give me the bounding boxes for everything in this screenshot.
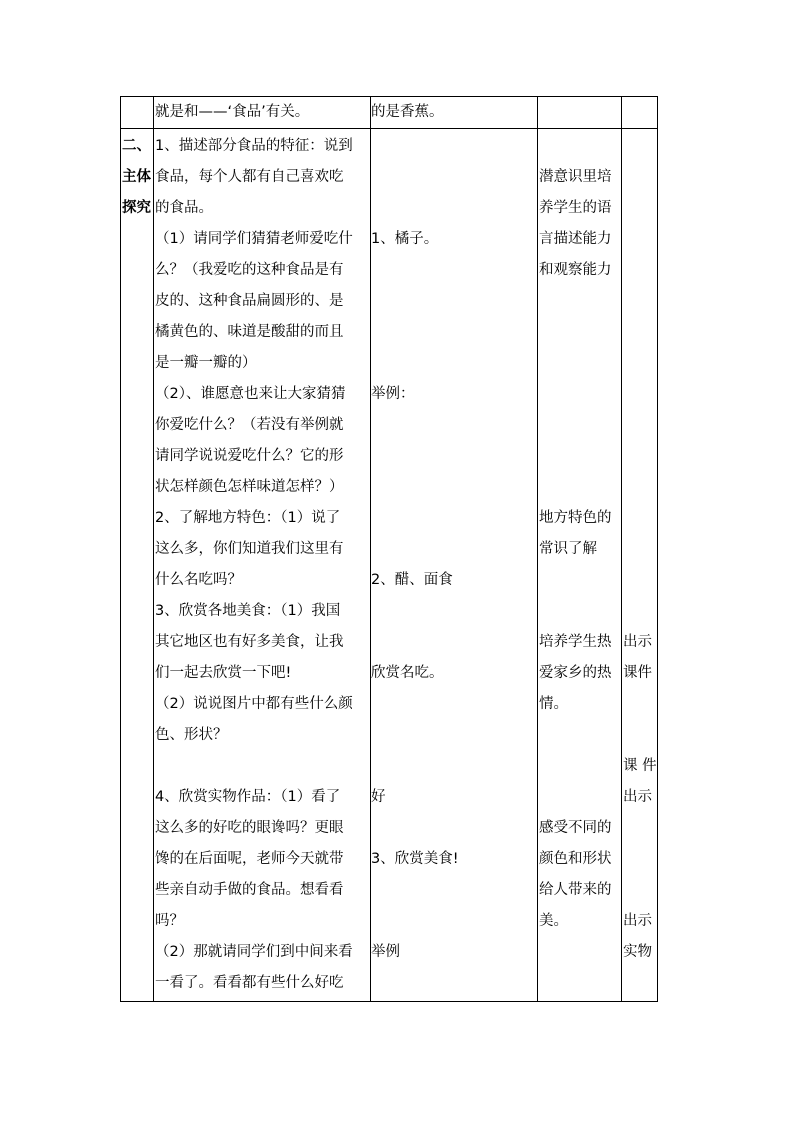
student-activity-line xyxy=(371,348,459,379)
media-line xyxy=(623,379,657,410)
design-intent-line xyxy=(539,348,612,379)
student-activity-line xyxy=(371,813,459,844)
teacher-activity-line: 是一瓣一瓣的） xyxy=(155,355,257,371)
design-intent-line xyxy=(539,720,612,751)
design-intent-line: 情。 xyxy=(539,696,568,712)
teacher-activity-column xyxy=(155,131,353,999)
student-activity-column xyxy=(371,131,459,999)
media-line xyxy=(623,410,657,441)
design-intent-line xyxy=(539,441,612,472)
row-divider xyxy=(121,128,657,129)
design-intent-line xyxy=(539,596,612,627)
student-activity-line: 1、橘子。 xyxy=(371,231,439,247)
media-line xyxy=(623,844,657,875)
student-activity-line: 举例 xyxy=(371,944,400,960)
media-line xyxy=(623,720,657,751)
teacher-activity-line: 馋的在后面呢，老师今天就带 xyxy=(155,851,344,867)
design-intent-line: 潜意识里培 xyxy=(539,169,612,185)
media-line xyxy=(623,162,657,193)
design-intent-line: 地方特色的 xyxy=(539,510,612,526)
teacher-activity-line: （2）、谁愿意也来让大家猜猜 xyxy=(155,386,346,402)
media-line xyxy=(623,875,657,906)
media-line xyxy=(623,441,657,472)
media-line xyxy=(623,472,657,503)
column-divider xyxy=(621,97,622,1001)
media-line xyxy=(623,348,657,379)
design-intent-column xyxy=(539,131,612,999)
teacher-activity-line: 1、描述部分食品的特征：说到 xyxy=(155,138,353,154)
media-line xyxy=(623,255,657,286)
student-activity-line xyxy=(371,627,459,658)
row1-content-text: 就是和——‘食品’有关。 xyxy=(155,104,310,120)
student-activity-line xyxy=(371,720,459,751)
student-activity-line xyxy=(371,968,459,999)
design-intent-line xyxy=(539,410,612,441)
student-activity-line xyxy=(371,131,459,162)
design-intent-line xyxy=(539,286,612,317)
teacher-activity-line: 食品，每个人都有自己喜欢吃 xyxy=(155,169,344,185)
media-line xyxy=(623,317,657,348)
student-activity-line: 3、欣赏美食! xyxy=(371,851,459,867)
media-line: 实物 xyxy=(623,944,652,960)
student-activity-line xyxy=(371,441,459,472)
teacher-activity-line: 这么多的好吃的眼谗吗？更眼 xyxy=(155,820,344,836)
design-intent-line: 培养学生热 xyxy=(539,634,612,650)
media-line xyxy=(623,689,657,720)
student-activity-line xyxy=(371,472,459,503)
student-activity-line xyxy=(371,286,459,317)
teacher-activity-line: 一看了。看看都有些什么好吃 xyxy=(155,975,344,991)
media-line xyxy=(623,286,657,317)
media-line xyxy=(623,596,657,627)
media-line: 出示 xyxy=(623,634,652,650)
design-intent-line: 爱家乡的热 xyxy=(539,665,612,681)
design-intent-line xyxy=(539,317,612,348)
student-activity-line xyxy=(371,162,459,193)
design-intent-line: 美。 xyxy=(539,913,568,929)
design-intent-line xyxy=(539,937,612,968)
teacher-activity-line: 4、欣赏实物作品：（1）看了 xyxy=(155,789,341,805)
teacher-activity-line: 什么名吃吗？ xyxy=(155,572,242,588)
media-line xyxy=(623,534,657,565)
teacher-activity-line: 这么多，你们知道我们这里有 xyxy=(155,541,344,557)
student-activity-line xyxy=(371,317,459,348)
media-line xyxy=(623,968,657,999)
design-intent-line: 给人带来的 xyxy=(539,882,612,898)
section-number: 二、 xyxy=(122,138,151,154)
teacher-activity-line: 你爱吃什么？（若没有举例就 xyxy=(155,417,344,433)
student-activity-line xyxy=(371,596,459,627)
teacher-activity-line xyxy=(155,751,353,782)
row1-content-cell xyxy=(155,97,309,128)
design-intent-line: 言描述能力 xyxy=(539,231,612,247)
teacher-activity-line: 们一起去欣赏一下吧! xyxy=(155,665,292,681)
student-activity-line xyxy=(371,534,459,565)
design-intent-line xyxy=(539,968,612,999)
teacher-activity-line: 么？（我爱吃的这种食品是有 xyxy=(155,262,344,278)
design-intent-line: 常识了解 xyxy=(539,541,597,557)
design-intent-line xyxy=(539,565,612,596)
design-intent-line: 养学生的语 xyxy=(539,200,612,216)
student-activity-line: 好 xyxy=(371,789,386,805)
teacher-activity-line: 吗？ xyxy=(155,913,184,929)
student-activity-line: 2、醋、面食 xyxy=(371,572,453,588)
design-intent-line: 感受不同的 xyxy=(539,820,612,836)
design-intent-line xyxy=(539,782,612,813)
design-intent-line xyxy=(539,751,612,782)
teacher-activity-line: 2、了解地方特色：（1）说了 xyxy=(155,510,341,526)
student-activity-line xyxy=(371,751,459,782)
media-line xyxy=(623,565,657,596)
media-line xyxy=(623,224,657,255)
design-intent-line xyxy=(539,379,612,410)
teacher-activity-line: 的食品。 xyxy=(155,200,213,216)
student-activity-line xyxy=(371,255,459,286)
media-line xyxy=(623,813,657,844)
teacher-activity-line: 其它地区也有好多美食，让我 xyxy=(155,634,344,650)
teacher-activity-line: 3、欣赏各地美食：（1）我国 xyxy=(155,603,341,619)
student-activity-line xyxy=(371,503,459,534)
teacher-activity-line: 色、形状？ xyxy=(155,727,228,743)
media-line: 课 件 xyxy=(623,758,657,774)
media-line xyxy=(623,193,657,224)
student-activity-line: 举例： xyxy=(371,386,415,402)
media-line: 课件 xyxy=(623,665,652,681)
design-intent-line: 颜色和形状 xyxy=(539,851,612,867)
teacher-activity-line: 橘黄色的、味道是酸甜的而且 xyxy=(155,324,344,340)
student-activity-line xyxy=(371,875,459,906)
teacher-activity-line: （1）请同学们猜猜老师爱吃什 xyxy=(155,231,353,247)
section-title-line2: 探究 xyxy=(122,200,151,216)
student-activity-line xyxy=(371,689,459,720)
media-column xyxy=(623,131,657,999)
design-intent-line xyxy=(539,131,612,162)
student-activity-line xyxy=(371,906,459,937)
teacher-activity-line: 请同学说说爱吃什么？它的形 xyxy=(155,448,344,464)
design-intent-line xyxy=(539,472,612,503)
media-line xyxy=(623,503,657,534)
media-line: 出示 xyxy=(623,789,652,805)
section-label xyxy=(122,131,152,224)
teacher-activity-line: 皮的、这种食品扁圆形的、是 xyxy=(155,293,344,309)
design-intent-line: 和观察能力 xyxy=(539,262,612,278)
column-divider xyxy=(537,97,538,1001)
teacher-activity-line: （2）说说图片中都有些什么颜 xyxy=(155,696,353,712)
media-line: 出示 xyxy=(623,913,652,929)
section-title-line1: 主体 xyxy=(122,169,151,185)
teacher-activity-line: 些亲自动手做的食品。想看看 xyxy=(155,882,344,898)
media-line xyxy=(623,131,657,162)
row1-student-cell xyxy=(371,97,444,128)
student-activity-line xyxy=(371,410,459,441)
lesson-plan-table xyxy=(120,96,658,1002)
student-activity-line xyxy=(371,193,459,224)
row1-student-text: 的是香蕉。 xyxy=(371,104,444,120)
teacher-activity-line: 状怎样颜色怎样味道怎样？） xyxy=(155,479,344,495)
student-activity-line: 欣赏名吃。 xyxy=(371,665,444,681)
column-divider xyxy=(153,97,154,1001)
teacher-activity-line: （2）那就请同学们到中间来看 xyxy=(155,944,353,960)
